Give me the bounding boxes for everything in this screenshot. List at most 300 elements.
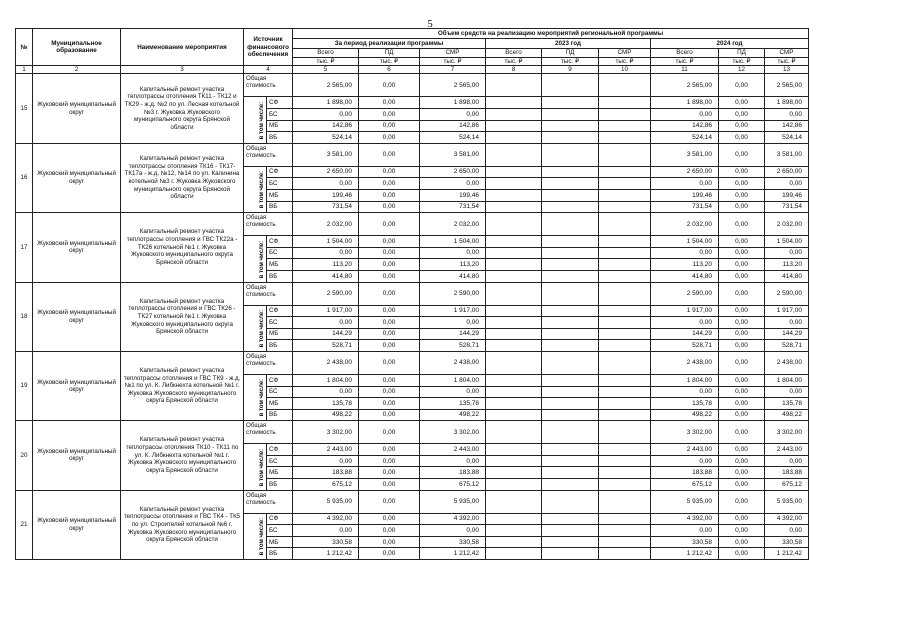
column-number-13: 13 bbox=[765, 66, 809, 74]
year-2024-total-value: 1 212,42 bbox=[651, 548, 719, 560]
event-cell: Капитальный ремонт участка теплотрассы отопления и ГВС ТК9 - ж.д. №1 по ул. К. Либкнехта котельной №1 г. Жуковка Жуковского муниципального округа Брянской области bbox=[121, 351, 244, 420]
year-2024-total-value: 528,71 bbox=[651, 340, 719, 352]
year-2024-total-value: 3 302,00 bbox=[651, 421, 719, 444]
year-2023-cell bbox=[486, 189, 542, 201]
period-pd-value: 0,00 bbox=[359, 189, 420, 201]
row-number: 21 bbox=[16, 490, 33, 559]
year-2024-smr-value: 183,88 bbox=[765, 467, 809, 479]
year-2023-cell bbox=[599, 548, 651, 560]
year-2023-cell bbox=[599, 317, 651, 329]
year-2024-pd-value: 0,00 bbox=[719, 525, 765, 537]
year-2023-cell bbox=[542, 270, 599, 282]
year-2023-cell bbox=[486, 340, 542, 352]
period-pd-value: 0,00 bbox=[359, 213, 420, 236]
year-2024-smr-value: 0,00 bbox=[765, 109, 809, 121]
period-total-value: 4 392,00 bbox=[293, 513, 359, 525]
year-2023-cell bbox=[486, 166, 542, 178]
including-label bbox=[244, 166, 267, 212]
year-2024-smr-value: 0,00 bbox=[765, 317, 809, 329]
year-2024-total-value: 0,00 bbox=[651, 525, 719, 537]
row-number: 15 bbox=[16, 74, 33, 143]
source-code: БС bbox=[267, 525, 293, 537]
year-2023-cell bbox=[599, 351, 651, 374]
year-2023-cell bbox=[542, 132, 599, 144]
period-pd-value: 0,00 bbox=[359, 236, 420, 248]
including-label bbox=[244, 444, 267, 490]
period-smr-value: 142,86 bbox=[420, 120, 486, 132]
row-number: 16 bbox=[16, 143, 33, 212]
year-2024-smr-value: 414,80 bbox=[765, 270, 809, 282]
header-unit-6: тыс. ₽ bbox=[651, 58, 719, 66]
year-2023-cell bbox=[542, 282, 599, 305]
year-2023-cell bbox=[599, 109, 651, 121]
year-2023-cell bbox=[542, 340, 599, 352]
header-no: № bbox=[16, 29, 33, 66]
period-pd-value: 0,00 bbox=[359, 479, 420, 491]
column-number-12: 12 bbox=[719, 66, 765, 74]
total-cost-label: Общая стоимость bbox=[244, 351, 293, 374]
year-2024-smr-value: 528,71 bbox=[765, 340, 809, 352]
source-code: СФ bbox=[267, 444, 293, 456]
year-2023-cell bbox=[486, 109, 542, 121]
period-smr-value: 2 650,00 bbox=[420, 166, 486, 178]
source-code: МБ bbox=[267, 120, 293, 132]
year-2024-total-value: 0,00 bbox=[651, 455, 719, 467]
period-pd-value: 0,00 bbox=[359, 74, 420, 97]
period-smr-value: 0,00 bbox=[420, 178, 486, 190]
period-total-value: 1 917,00 bbox=[293, 305, 359, 317]
period-pd-value: 0,00 bbox=[359, 386, 420, 398]
column-number-2: 2 bbox=[33, 66, 121, 74]
year-2023-cell bbox=[542, 120, 599, 132]
period-smr-value: 524,14 bbox=[420, 132, 486, 144]
table-row bbox=[16, 282, 809, 305]
period-pd-value: 0,00 bbox=[359, 247, 420, 259]
source-code: ВБ bbox=[267, 201, 293, 213]
period-smr-value: 4 392,00 bbox=[420, 513, 486, 525]
column-number-3: 3 bbox=[121, 66, 244, 74]
row-number: 17 bbox=[16, 213, 33, 282]
total-cost-label: Общая стоимость bbox=[244, 421, 293, 444]
year-2023-cell bbox=[486, 178, 542, 190]
period-total-value: 2 443,00 bbox=[293, 444, 359, 456]
period-pd-value: 0,00 bbox=[359, 444, 420, 456]
year-2023-cell bbox=[599, 166, 651, 178]
period-total-value: 0,00 bbox=[293, 317, 359, 329]
year-2023-cell bbox=[599, 374, 651, 386]
source-code: СФ bbox=[267, 305, 293, 317]
header-subcol-6: Всего bbox=[651, 49, 719, 58]
year-2024-smr-value: 3 581,00 bbox=[765, 143, 809, 166]
period-total-value: 0,00 bbox=[293, 525, 359, 537]
period-smr-value: 3 302,00 bbox=[420, 421, 486, 444]
year-2024-pd-value: 0,00 bbox=[719, 536, 765, 548]
period-total-value: 0,00 bbox=[293, 109, 359, 121]
year-2023-cell bbox=[542, 467, 599, 479]
period-total-value: 675,12 bbox=[293, 479, 359, 491]
source-code: СФ bbox=[267, 97, 293, 109]
year-2023-cell bbox=[542, 305, 599, 317]
municipality-cell: Жуковский муниципальный округ bbox=[33, 351, 121, 420]
year-2023-cell bbox=[599, 328, 651, 340]
period-pd-value: 0,00 bbox=[359, 467, 420, 479]
period-total-value: 199,46 bbox=[293, 189, 359, 201]
year-2023-cell bbox=[542, 166, 599, 178]
period-pd-value: 0,00 bbox=[359, 328, 420, 340]
source-code: СФ bbox=[267, 236, 293, 248]
period-pd-value: 0,00 bbox=[359, 525, 420, 537]
year-2024-total-value: 199,46 bbox=[651, 189, 719, 201]
year-2024-total-value: 0,00 bbox=[651, 247, 719, 259]
year-2024-total-value: 524,14 bbox=[651, 132, 719, 144]
total-cost-label: Общая стоимость bbox=[244, 74, 293, 97]
year-2023-cell bbox=[599, 132, 651, 144]
year-2023-cell bbox=[542, 536, 599, 548]
including-text: в том числе: bbox=[259, 309, 266, 348]
header-subcol-3: Всего bbox=[486, 49, 542, 58]
year-2023-cell bbox=[486, 444, 542, 456]
row-number: 18 bbox=[16, 282, 33, 351]
year-2023-cell bbox=[542, 479, 599, 491]
period-smr-value: 2 565,00 bbox=[420, 74, 486, 97]
year-2024-pd-value: 0,00 bbox=[719, 548, 765, 560]
year-2024-pd-value: 0,00 bbox=[719, 189, 765, 201]
year-2023-cell bbox=[486, 513, 542, 525]
year-2024-total-value: 2 650,00 bbox=[651, 166, 719, 178]
including-label bbox=[244, 374, 267, 420]
year-2024-pd-value: 0,00 bbox=[719, 455, 765, 467]
year-2024-smr-value: 2 590,00 bbox=[765, 282, 809, 305]
period-pd-value: 0,00 bbox=[359, 166, 420, 178]
table-row bbox=[16, 490, 809, 513]
event-cell: Капитальный ремонт участка теплотрассы отопления ТК16 - ТК17-ТК17а - ж.д. №12, №14 по ул. Калинина котельной №3 г. Жуковка Жуковского муниципального округа Брянской области bbox=[121, 143, 244, 212]
including-text: в том числе: bbox=[259, 101, 266, 140]
year-2024-total-value: 2 565,00 bbox=[651, 74, 719, 97]
year-2024-total-value: 675,12 bbox=[651, 479, 719, 491]
year-2024-smr-value: 142,86 bbox=[765, 120, 809, 132]
year-2024-smr-value: 498,22 bbox=[765, 409, 809, 421]
year-2023-cell bbox=[599, 178, 651, 190]
year-2023-cell bbox=[486, 305, 542, 317]
period-smr-value: 1 917,00 bbox=[420, 305, 486, 317]
period-pd-value: 0,00 bbox=[359, 548, 420, 560]
year-2023-cell bbox=[599, 513, 651, 525]
year-2023-cell bbox=[486, 467, 542, 479]
year-2024-pd-value: 0,00 bbox=[719, 328, 765, 340]
source-code: БС bbox=[267, 455, 293, 467]
year-2024-pd-value: 0,00 bbox=[719, 467, 765, 479]
period-smr-value: 2 032,00 bbox=[420, 213, 486, 236]
year-2024-total-value: 2 590,00 bbox=[651, 282, 719, 305]
year-2024-pd-value: 0,00 bbox=[719, 409, 765, 421]
period-smr-value: 498,22 bbox=[420, 409, 486, 421]
year-2023-cell bbox=[599, 120, 651, 132]
period-pd-value: 0,00 bbox=[359, 317, 420, 329]
period-smr-value: 3 581,00 bbox=[420, 143, 486, 166]
table-row bbox=[16, 143, 809, 166]
year-2024-total-value: 4 392,00 bbox=[651, 513, 719, 525]
year-2023-cell bbox=[486, 120, 542, 132]
event-cell: Капитальный ремонт участка теплотрассы отопления и ГВС ТК26 - ТК27 котельной №1 г. Жуковка Жуковского муниципального округа Брянской области bbox=[121, 282, 244, 351]
year-2024-smr-value: 135,78 bbox=[765, 398, 809, 410]
period-total-value: 2 438,00 bbox=[293, 351, 359, 374]
year-2023-cell bbox=[542, 525, 599, 537]
year-2024-pd-value: 0,00 bbox=[719, 444, 765, 456]
period-total-value: 1 804,00 bbox=[293, 374, 359, 386]
year-2023-cell bbox=[542, 548, 599, 560]
period-smr-value: 1 804,00 bbox=[420, 374, 486, 386]
municipality-cell: Жуковский муниципальный округ bbox=[33, 282, 121, 351]
year-2023-cell bbox=[542, 178, 599, 190]
period-total-value: 135,78 bbox=[293, 398, 359, 410]
year-2024-smr-value: 113,20 bbox=[765, 259, 809, 271]
year-2023-cell bbox=[542, 143, 599, 166]
period-total-value: 2 565,00 bbox=[293, 74, 359, 97]
year-2023-cell bbox=[599, 97, 651, 109]
year-2024-total-value: 183,88 bbox=[651, 467, 719, 479]
year-2024-smr-value: 1 917,00 bbox=[765, 305, 809, 317]
year-2023-cell bbox=[486, 97, 542, 109]
header-period-total: За период реализации программы bbox=[293, 39, 486, 49]
source-code: ВБ bbox=[267, 409, 293, 421]
year-2024-pd-value: 0,00 bbox=[719, 513, 765, 525]
source-code: ВБ bbox=[267, 132, 293, 144]
year-2023-cell bbox=[486, 270, 542, 282]
row-number: 19 bbox=[16, 351, 33, 420]
year-2024-pd-value: 0,00 bbox=[719, 143, 765, 166]
period-total-value: 2 032,00 bbox=[293, 213, 359, 236]
period-pd-value: 0,00 bbox=[359, 374, 420, 386]
period-pd-value: 0,00 bbox=[359, 421, 420, 444]
year-2024-smr-value: 199,46 bbox=[765, 189, 809, 201]
column-number-8: 8 bbox=[486, 66, 542, 74]
year-2023-cell bbox=[486, 74, 542, 97]
year-2023-cell bbox=[542, 247, 599, 259]
period-total-value: 2 590,00 bbox=[293, 282, 359, 305]
table-row bbox=[16, 74, 809, 97]
year-2023-cell bbox=[486, 143, 542, 166]
header-unit-8: тыс. ₽ bbox=[765, 58, 809, 66]
year-2024-pd-value: 0,00 bbox=[719, 305, 765, 317]
municipality-cell: Жуковский муниципальный округ bbox=[33, 490, 121, 559]
year-2024-total-value: 2 032,00 bbox=[651, 213, 719, 236]
year-2024-smr-value: 3 302,00 bbox=[765, 421, 809, 444]
year-2024-total-value: 135,78 bbox=[651, 398, 719, 410]
including-label bbox=[244, 97, 267, 143]
period-total-value: 142,86 bbox=[293, 120, 359, 132]
year-2024-pd-value: 0,00 bbox=[719, 340, 765, 352]
municipality-cell: Жуковский муниципальный округ bbox=[33, 74, 121, 143]
including-text: в том числе: bbox=[259, 240, 266, 279]
period-smr-value: 144,29 bbox=[420, 328, 486, 340]
year-2023-cell bbox=[486, 236, 542, 248]
year-2023-cell bbox=[599, 259, 651, 271]
year-2023-cell bbox=[599, 282, 651, 305]
period-smr-value: 5 935,00 bbox=[420, 490, 486, 513]
year-2023-cell bbox=[542, 409, 599, 421]
header-year-2023: 2023 год bbox=[486, 39, 651, 49]
source-code: МБ bbox=[267, 328, 293, 340]
year-2024-pd-value: 0,00 bbox=[719, 270, 765, 282]
period-smr-value: 675,12 bbox=[420, 479, 486, 491]
year-2023-cell bbox=[599, 467, 651, 479]
year-2023-cell bbox=[486, 247, 542, 259]
year-2024-total-value: 144,29 bbox=[651, 328, 719, 340]
year-2024-pd-value: 0,00 bbox=[719, 97, 765, 109]
table-row bbox=[16, 351, 809, 374]
header-unit-3: тыс. ₽ bbox=[486, 58, 542, 66]
source-code: ВБ bbox=[267, 340, 293, 352]
period-total-value: 1 212,42 bbox=[293, 548, 359, 560]
year-2024-total-value: 498,22 bbox=[651, 409, 719, 421]
header-volume: Объем средств на реализацию мероприятий региональной программы bbox=[293, 29, 809, 39]
year-2023-cell bbox=[486, 548, 542, 560]
total-cost-label: Общая стоимость bbox=[244, 213, 293, 236]
including-label bbox=[244, 305, 267, 351]
year-2024-pd-value: 0,00 bbox=[719, 166, 765, 178]
header-unit-4: тыс. ₽ bbox=[542, 58, 599, 66]
header-year-2024: 2024 год bbox=[651, 39, 809, 49]
column-number-11: 11 bbox=[651, 66, 719, 74]
period-smr-value: 2 590,00 bbox=[420, 282, 486, 305]
year-2023-cell bbox=[599, 386, 651, 398]
including-text: в том числе: bbox=[259, 379, 266, 417]
header-unit-1: тыс. ₽ bbox=[359, 58, 420, 66]
period-smr-value: 2 443,00 bbox=[420, 444, 486, 456]
period-total-value: 2 650,00 bbox=[293, 166, 359, 178]
year-2024-total-value: 0,00 bbox=[651, 109, 719, 121]
municipality-cell: Жуковский муниципальный округ bbox=[33, 421, 121, 490]
year-2024-smr-value: 1 898,00 bbox=[765, 97, 809, 109]
period-total-value: 524,14 bbox=[293, 132, 359, 144]
column-number-10: 10 bbox=[599, 66, 651, 74]
year-2023-cell bbox=[486, 490, 542, 513]
year-2024-pd-value: 0,00 bbox=[719, 421, 765, 444]
year-2024-smr-value: 731,54 bbox=[765, 201, 809, 213]
year-2023-cell bbox=[599, 143, 651, 166]
event-cell: Капитальный ремонт участка теплотрассы отопления и ГВС ТК22а - ТК26 котельной №1 г. Жуковка Жуковского муниципального округа Брянской области bbox=[121, 213, 244, 282]
year-2024-total-value: 3 581,00 bbox=[651, 143, 719, 166]
column-number-1: 1 bbox=[16, 66, 33, 74]
header-subcol-2: СМР bbox=[420, 49, 486, 58]
column-number-9: 9 bbox=[542, 66, 599, 74]
year-2023-cell bbox=[599, 201, 651, 213]
period-smr-value: 1 898,00 bbox=[420, 97, 486, 109]
year-2023-cell bbox=[599, 305, 651, 317]
year-2023-cell bbox=[542, 317, 599, 329]
year-2024-smr-value: 1 804,00 bbox=[765, 374, 809, 386]
event-cell: Капитальный ремонт участка теплотрассы отопления ТК11 - ТК12 и ТК29 - ж.д. №2 по ул. Лесная котельной №3 г. Жуковка Жуковского муниципального округа Брянской области bbox=[121, 74, 244, 143]
year-2023-cell bbox=[542, 351, 599, 374]
header-source: Источник финансового обеспечения bbox=[244, 29, 293, 66]
period-pd-value: 0,00 bbox=[359, 143, 420, 166]
year-2023-cell bbox=[486, 386, 542, 398]
period-smr-value: 330,58 bbox=[420, 536, 486, 548]
year-2024-pd-value: 0,00 bbox=[719, 317, 765, 329]
year-2024-pd-value: 0,00 bbox=[719, 74, 765, 97]
period-smr-value: 1 212,42 bbox=[420, 548, 486, 560]
year-2023-cell bbox=[542, 398, 599, 410]
period-total-value: 0,00 bbox=[293, 178, 359, 190]
header-unit-0: тыс. ₽ bbox=[293, 58, 359, 66]
year-2023-cell bbox=[542, 386, 599, 398]
header-unit-2: тыс. ₽ bbox=[420, 58, 486, 66]
source-code: ВБ bbox=[267, 270, 293, 282]
year-2024-smr-value: 5 935,00 bbox=[765, 490, 809, 513]
including-label bbox=[244, 236, 267, 282]
source-code: МБ bbox=[267, 259, 293, 271]
year-2024-smr-value: 1 504,00 bbox=[765, 236, 809, 248]
year-2023-cell bbox=[599, 270, 651, 282]
source-code: СФ bbox=[267, 166, 293, 178]
period-total-value: 0,00 bbox=[293, 247, 359, 259]
period-smr-value: 528,71 bbox=[420, 340, 486, 352]
including-text: в том числе: bbox=[259, 448, 266, 487]
period-total-value: 528,71 bbox=[293, 340, 359, 352]
period-pd-value: 0,00 bbox=[359, 455, 420, 467]
year-2023-cell bbox=[486, 536, 542, 548]
year-2024-pd-value: 0,00 bbox=[719, 247, 765, 259]
year-2023-cell bbox=[486, 525, 542, 537]
source-code: ВБ bbox=[267, 479, 293, 491]
column-number-5: 5 bbox=[293, 66, 359, 74]
period-smr-value: 0,00 bbox=[420, 109, 486, 121]
header-subcol-5: СМР bbox=[599, 49, 651, 58]
source-code: БС bbox=[267, 317, 293, 329]
period-pd-value: 0,00 bbox=[359, 270, 420, 282]
header-subcol-0: Всего bbox=[293, 49, 359, 58]
year-2024-smr-value: 4 392,00 bbox=[765, 513, 809, 525]
total-cost-label: Общая стоимость bbox=[244, 490, 293, 513]
year-2023-cell bbox=[599, 213, 651, 236]
year-2024-smr-value: 2 032,00 bbox=[765, 213, 809, 236]
year-2023-cell bbox=[599, 236, 651, 248]
year-2024-total-value: 0,00 bbox=[651, 178, 719, 190]
total-cost-label: Общая стоимость bbox=[244, 282, 293, 305]
year-2023-cell bbox=[486, 351, 542, 374]
year-2023-cell bbox=[486, 374, 542, 386]
period-pd-value: 0,00 bbox=[359, 120, 420, 132]
year-2023-cell bbox=[542, 74, 599, 97]
year-2024-total-value: 1 898,00 bbox=[651, 97, 719, 109]
column-number-4: 4 bbox=[244, 66, 293, 74]
year-2024-smr-value: 0,00 bbox=[765, 525, 809, 537]
including-text: в том числе: bbox=[259, 518, 266, 556]
year-2024-total-value: 1 804,00 bbox=[651, 374, 719, 386]
period-pd-value: 0,00 bbox=[359, 513, 420, 525]
year-2023-cell bbox=[486, 317, 542, 329]
year-2023-cell bbox=[599, 247, 651, 259]
year-2024-pd-value: 0,00 bbox=[719, 374, 765, 386]
year-2024-smr-value: 2 438,00 bbox=[765, 351, 809, 374]
year-2024-pd-value: 0,00 bbox=[719, 213, 765, 236]
year-2024-total-value: 1 504,00 bbox=[651, 236, 719, 248]
year-2023-cell bbox=[599, 421, 651, 444]
period-pd-value: 0,00 bbox=[359, 409, 420, 421]
event-cell: Капитальный ремонт участка теплотрассы отопления ТК10 - ТК11 по ул. К. Либкнехта котельной №1 г. Жуковка Жуковского муниципального округа Брянской области bbox=[121, 421, 244, 490]
year-2023-cell bbox=[599, 525, 651, 537]
year-2024-pd-value: 0,00 bbox=[719, 259, 765, 271]
source-code: СФ bbox=[267, 374, 293, 386]
year-2023-cell bbox=[599, 340, 651, 352]
header-unit-7: тыс. ₽ bbox=[719, 58, 765, 66]
municipality-cell: Жуковский муниципальный округ bbox=[33, 213, 121, 282]
source-code: МБ bbox=[267, 189, 293, 201]
period-smr-value: 199,46 bbox=[420, 189, 486, 201]
year-2024-pd-value: 0,00 bbox=[719, 398, 765, 410]
source-code: МБ bbox=[267, 536, 293, 548]
period-smr-value: 135,78 bbox=[420, 398, 486, 410]
